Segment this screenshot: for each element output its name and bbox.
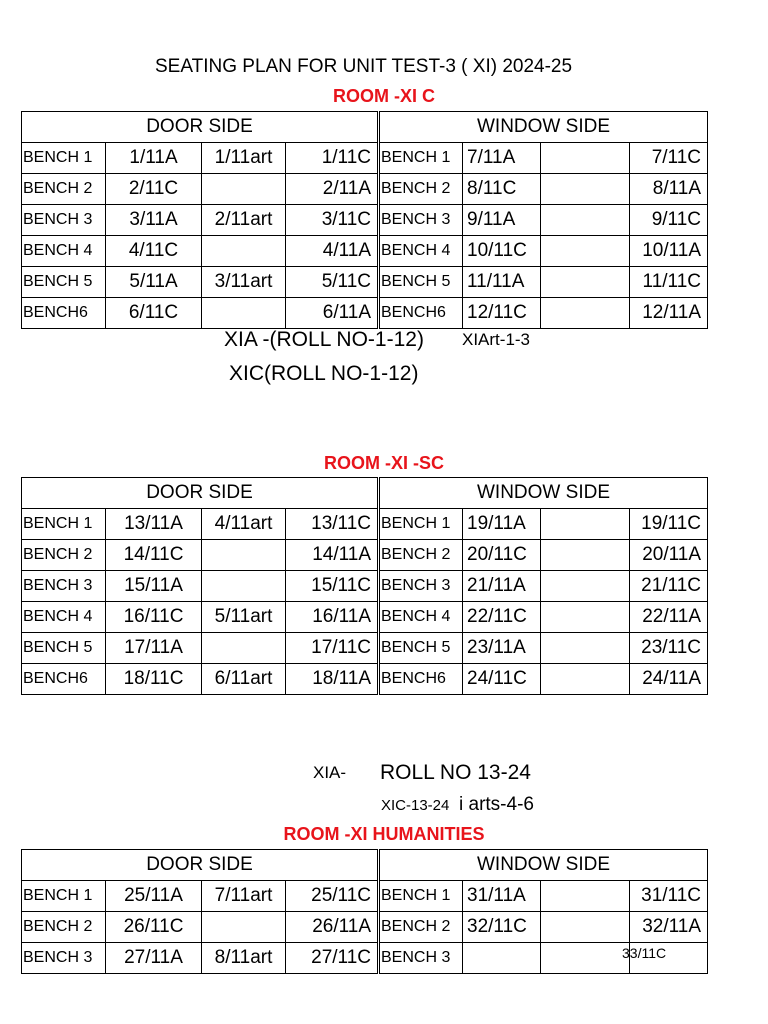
bench-label: BENCH 4 — [22, 602, 106, 633]
seat-cell — [202, 236, 286, 267]
seat-cell — [202, 571, 286, 602]
seating-table-xi-humanities — [21, 849, 708, 974]
door-side-header: DOOR SIDE — [22, 850, 379, 881]
seat-cell: 7/11A — [463, 143, 541, 174]
seat-cell: 1/11A — [106, 143, 202, 174]
seat-cell: 9/11A — [463, 205, 541, 236]
seat-cell — [541, 540, 630, 571]
seat-cell — [463, 943, 541, 974]
seat-cell: 7/11C — [630, 143, 708, 174]
seat-cell: 1/11art — [202, 143, 286, 174]
seating-table-xi-sc — [21, 477, 708, 695]
seat-cell: 21/11A — [463, 571, 541, 602]
seat-cell: 10/11C — [463, 236, 541, 267]
seat-cell: 23/11C — [630, 633, 708, 664]
table-row — [22, 540, 708, 571]
seat-cell — [541, 267, 630, 298]
seat-cell: 13/11C — [286, 509, 379, 540]
seat-cell: 16/11A — [286, 602, 379, 633]
seat-cell: 10/11A — [630, 236, 708, 267]
seat-cell — [541, 509, 630, 540]
seat-cell — [541, 881, 630, 912]
seat-cell: 15/11A — [106, 571, 202, 602]
bench-label: BENCH 3 — [379, 571, 463, 602]
seat-cell: 13/11A — [106, 509, 202, 540]
roll-note: i arts-4-6 — [459, 794, 534, 815]
seat-cell: 8/11art — [202, 943, 286, 974]
seat-cell: 5/11A — [106, 267, 202, 298]
page-title: SEATING PLAN FOR UNIT TEST-3 ( XI) 2024-25 — [155, 56, 573, 77]
bench-label: BENCH 3 — [379, 943, 463, 974]
door-side-header: DOOR SIDE — [22, 478, 379, 509]
seat-cell — [541, 143, 630, 174]
header-row — [22, 112, 708, 143]
seat-cell: 7/11art — [202, 881, 286, 912]
seat-cell — [541, 236, 630, 267]
seat-cell: 23/11A — [463, 633, 541, 664]
room-title-xi-sc: ROOM -XI -SC — [324, 453, 444, 473]
bench-label: BENCH 3 — [22, 571, 106, 602]
bench-label: BENCH 2 — [379, 540, 463, 571]
seat-cell — [541, 174, 630, 205]
seat-cell: 18/11C — [106, 664, 202, 695]
seat-cell: 1/11C — [286, 143, 379, 174]
seat-cell — [541, 205, 630, 236]
seat-cell: 12/11C — [463, 298, 541, 329]
door-side-header: DOOR SIDE — [22, 112, 379, 143]
bench-label: BENCH 1 — [22, 509, 106, 540]
room-title-xi-c: ROOM -XI C — [333, 86, 435, 106]
seat-cell: 18/11A — [286, 664, 379, 695]
seat-cell: 4/11art — [202, 509, 286, 540]
bench-label: BENCH 5 — [379, 267, 463, 298]
roll-note: XIC(ROLL NO-1-12) — [229, 362, 419, 385]
seat-cell: 25/11A — [106, 881, 202, 912]
seat-cell: 27/11A — [106, 943, 202, 974]
bench-label: BENCH 1 — [379, 143, 463, 174]
seat-cell: 4/11A — [286, 236, 379, 267]
bench-label: BENCH 1 — [22, 143, 106, 174]
table-row — [22, 236, 708, 267]
seat-cell: 24/11A — [630, 664, 708, 695]
bench-label: BENCH 5 — [379, 633, 463, 664]
header-row — [22, 850, 708, 881]
roll-note: XIA -(ROLL NO-1-12) — [224, 328, 424, 351]
seat-cell: 24/11C — [463, 664, 541, 695]
bench-label: BENCH 1 — [379, 509, 463, 540]
seat-cell — [202, 912, 286, 943]
table-row — [22, 571, 708, 602]
seat-cell: 26/11C — [106, 912, 202, 943]
seat-cell: 3/11art — [202, 267, 286, 298]
table-row — [22, 267, 708, 298]
seat-cell — [202, 633, 286, 664]
seat-cell: 31/11A — [463, 881, 541, 912]
roll-note: XIC-13-24 — [381, 797, 450, 814]
room-title-xi-humanities: ROOM -XI HUMANITIES — [283, 824, 485, 844]
seat-cell: 6/11art — [202, 664, 286, 695]
bench-label: BENCH6 — [22, 298, 106, 329]
seat-cell: 8/11A — [630, 174, 708, 205]
seat-cell: 11/11A — [463, 267, 541, 298]
table-row — [22, 602, 708, 633]
seat-cell: 11/11C — [630, 267, 708, 298]
seat-cell: 22/11A — [630, 602, 708, 633]
bench-label: BENCH 4 — [379, 236, 463, 267]
bench-label: BENCH 2 — [22, 174, 106, 205]
header-row — [22, 478, 708, 509]
seat-cell — [541, 633, 630, 664]
table-row — [22, 174, 708, 205]
bench-label: BENCH 1 — [379, 881, 463, 912]
seat-cell — [202, 174, 286, 205]
seat-cell: 5/11C — [286, 267, 379, 298]
table-row — [22, 298, 708, 329]
seat-cell: 5/11art — [202, 602, 286, 633]
roll-note: ROLL NO 13-24 — [380, 761, 531, 784]
window-side-header: WINDOW SIDE — [379, 112, 708, 143]
bench-label: BENCH6 — [22, 664, 106, 695]
seat-cell: 32/11C — [463, 912, 541, 943]
seat-cell: 17/11C — [286, 633, 379, 664]
bench-label: BENCH 2 — [22, 912, 106, 943]
seat-cell: 19/11A — [463, 509, 541, 540]
bench-label: BENCH 4 — [379, 602, 463, 633]
seat-cell: 12/11A — [630, 298, 708, 329]
seat-cell: 15/11C — [286, 571, 379, 602]
window-side-header: WINDOW SIDE — [379, 850, 708, 881]
seat-cell: 26/11A — [286, 912, 379, 943]
table-row — [22, 509, 708, 540]
seat-cell — [541, 571, 630, 602]
bench-label: BENCH 1 — [22, 881, 106, 912]
table-row — [22, 143, 708, 174]
bench-label: BENCH 5 — [22, 267, 106, 298]
seat-cell — [541, 298, 630, 329]
seat-cell: 31/11C — [630, 881, 708, 912]
seat-cell — [541, 602, 630, 633]
seat-cell: 27/11C — [286, 943, 379, 974]
seat-cell — [541, 943, 630, 974]
seat-cell: 21/11C — [630, 571, 708, 602]
bench-label: BENCH 2 — [379, 912, 463, 943]
roll-note: XIA- — [313, 763, 347, 782]
seat-cell: 2/11A — [286, 174, 379, 205]
seat-cell: 14/11C — [106, 540, 202, 571]
seat-cell: 4/11C — [106, 236, 202, 267]
seat-cell: 20/11A — [630, 540, 708, 571]
bench-label: BENCH6 — [379, 664, 463, 695]
seat-cell: 9/11C — [630, 205, 708, 236]
seat-cell: 17/11A — [106, 633, 202, 664]
seat-cell: 14/11A — [286, 540, 379, 571]
seat-cell: 8/11C — [463, 174, 541, 205]
bench-label: BENCH 3 — [379, 205, 463, 236]
table-row — [22, 205, 708, 236]
bench-label: BENCH 5 — [22, 633, 106, 664]
seat-cell: 22/11C — [463, 602, 541, 633]
table-row — [22, 912, 708, 943]
table-row — [22, 943, 708, 974]
bench-label: BENCH 3 — [22, 943, 106, 974]
roll-note: XIArt-1-3 — [462, 330, 531, 349]
table-row — [22, 881, 708, 912]
table-row — [22, 633, 708, 664]
bench-label: BENCH 4 — [22, 236, 106, 267]
seat-cell: 20/11C — [463, 540, 541, 571]
seat-cell — [202, 540, 286, 571]
seat-cell: 25/11C — [286, 881, 379, 912]
window-side-header: WINDOW SIDE — [379, 478, 708, 509]
bench-label: BENCH 2 — [22, 540, 106, 571]
loose-cell-value: 33/11C — [622, 945, 667, 961]
bench-label: BENCH 3 — [22, 205, 106, 236]
table-row — [22, 664, 708, 695]
seat-cell: 3/11A — [106, 205, 202, 236]
seat-cell: 6/11C — [106, 298, 202, 329]
seat-cell — [541, 664, 630, 695]
seat-cell: 32/11A — [630, 912, 708, 943]
seat-cell: 2/11C — [106, 174, 202, 205]
seat-cell — [202, 298, 286, 329]
seating-table-xi-c — [21, 111, 708, 329]
seat-cell: 19/11C — [630, 509, 708, 540]
seat-cell: 2/11art — [202, 205, 286, 236]
bench-label: BENCH6 — [379, 298, 463, 329]
seat-cell: 16/11C — [106, 602, 202, 633]
bench-label: BENCH 2 — [379, 174, 463, 205]
seat-cell: 3/11C — [286, 205, 379, 236]
seat-cell: 6/11A — [286, 298, 379, 329]
seat-cell — [541, 912, 630, 943]
